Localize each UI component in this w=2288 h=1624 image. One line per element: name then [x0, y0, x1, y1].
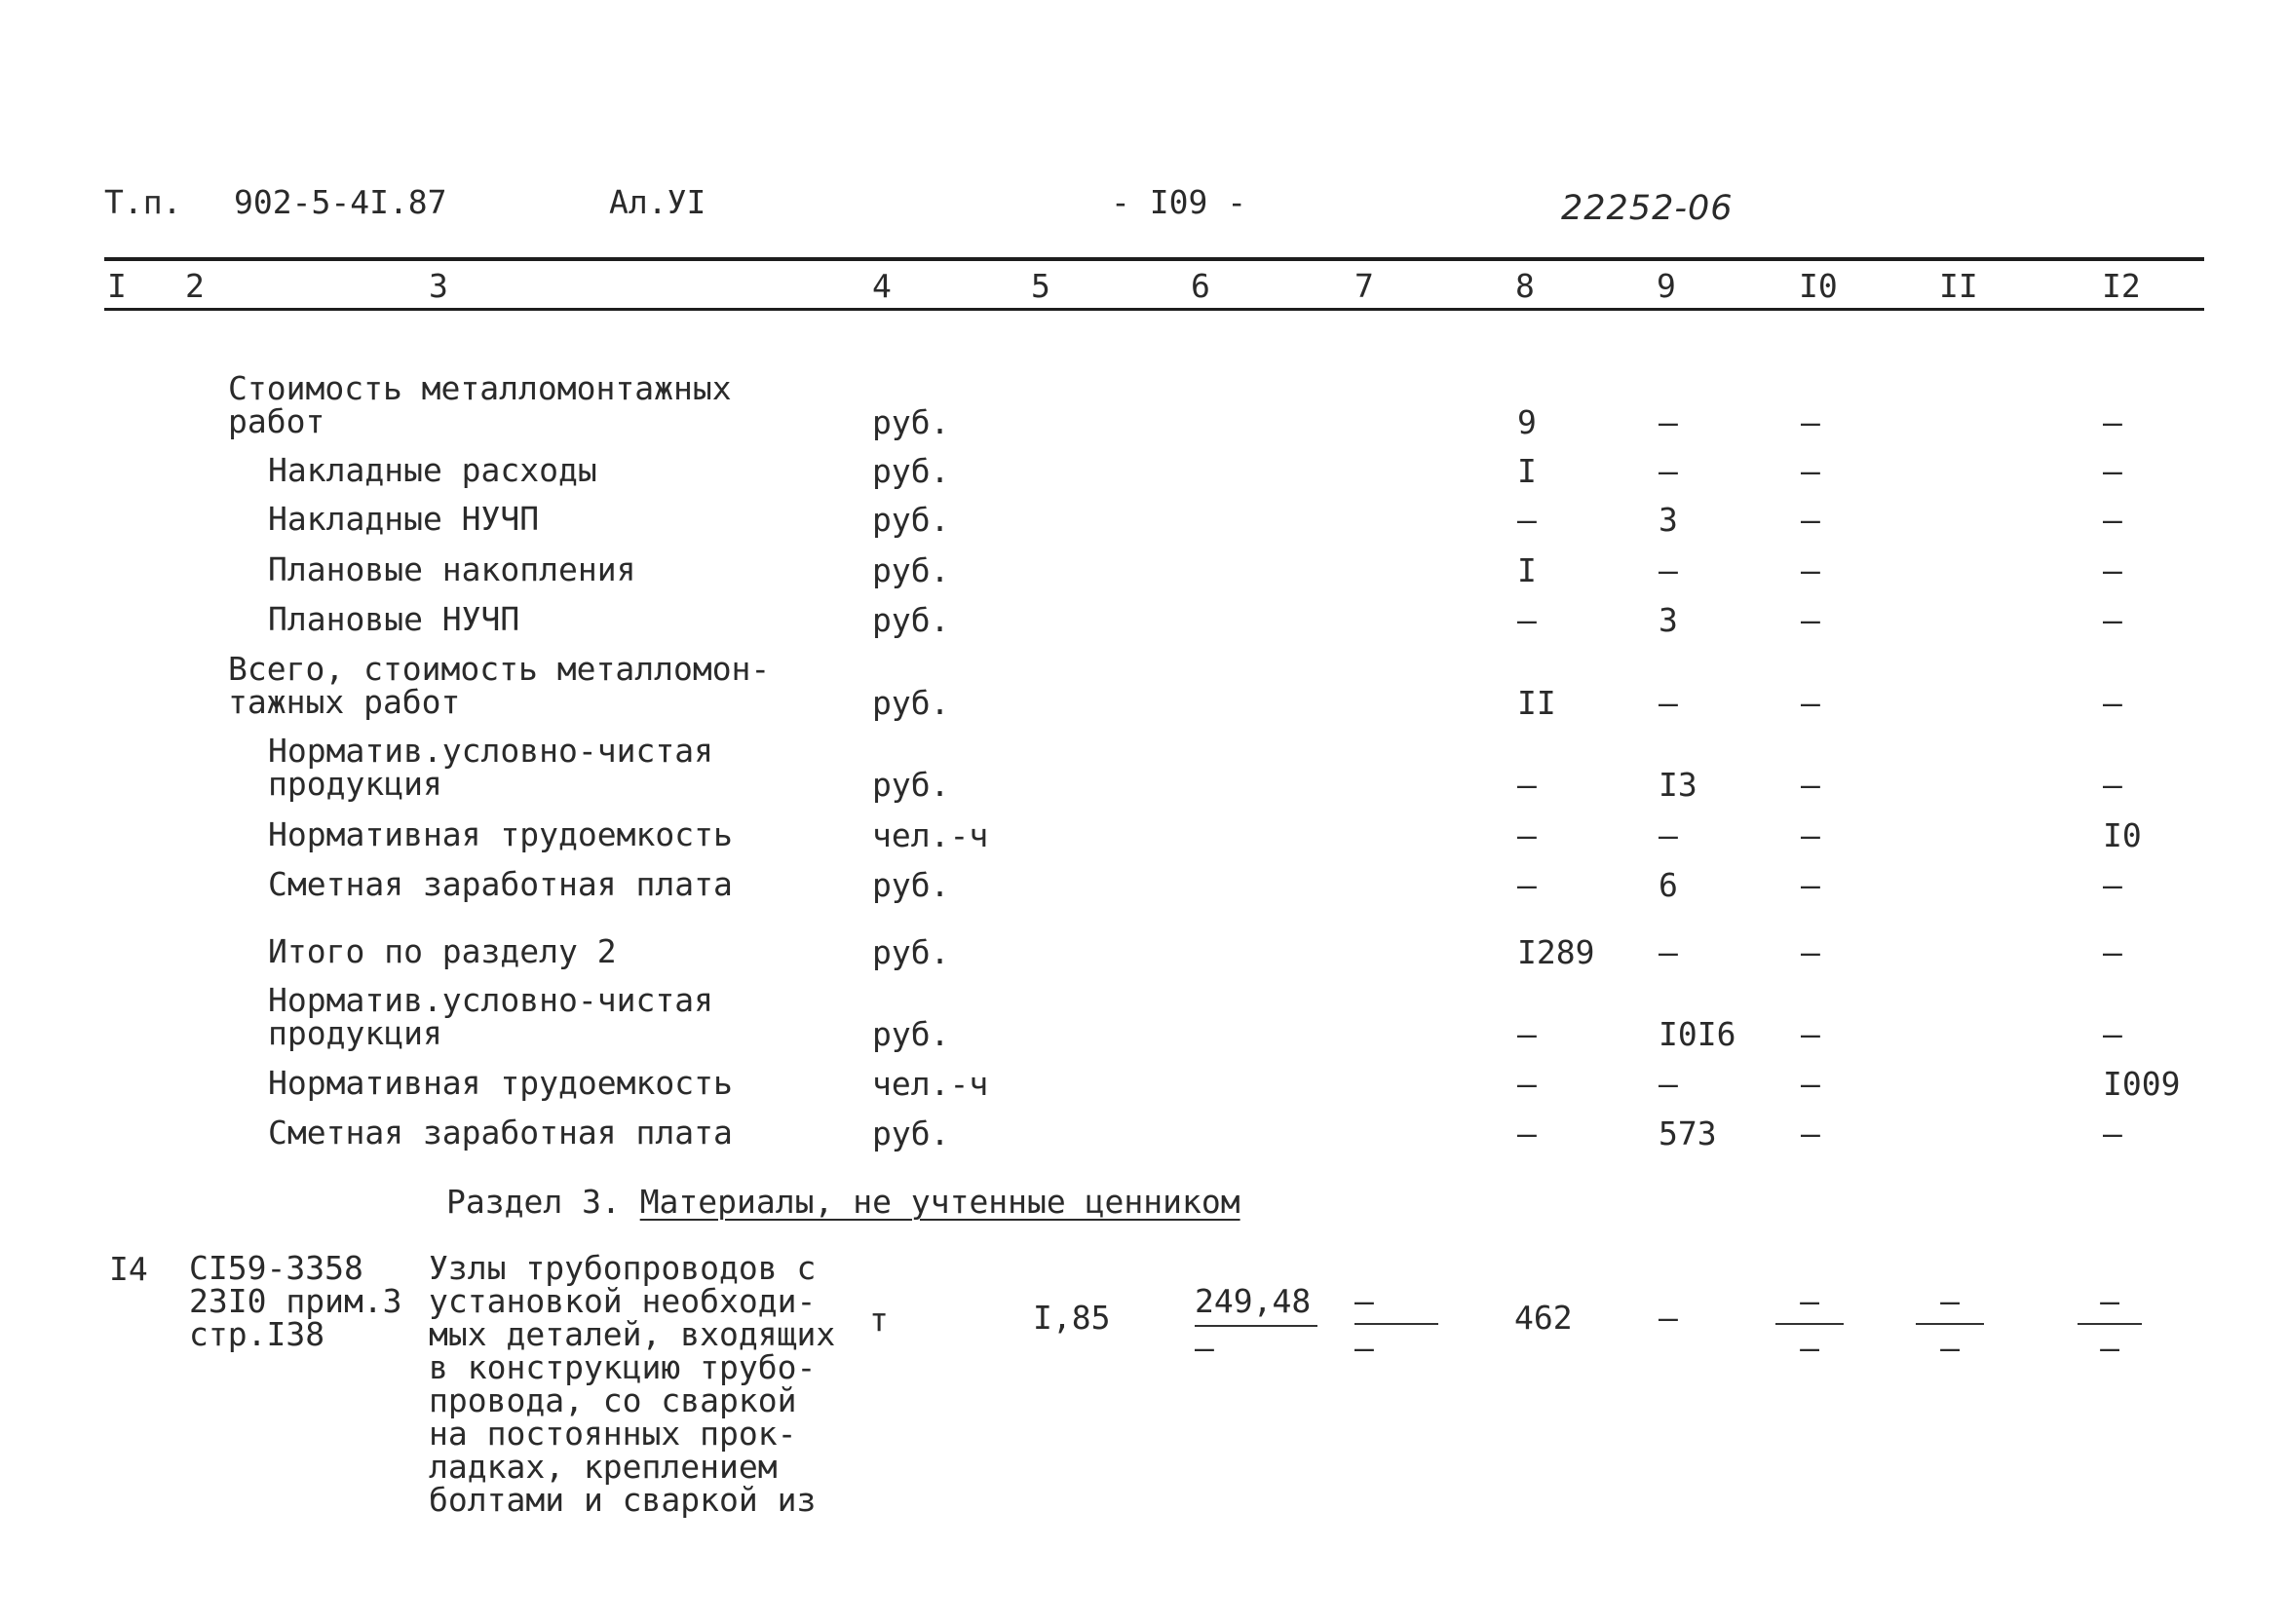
doc-prefix: Т.п.: [104, 183, 182, 221]
column-header-7: 7: [1354, 267, 1374, 305]
item14-col11-fraction: [1916, 1284, 1984, 1372]
column-header-1: I: [107, 267, 127, 305]
item14-col7-top: –: [1354, 1282, 1374, 1320]
summary-row-col12: I009: [2103, 1065, 2181, 1103]
fraction-bar: [1354, 1323, 1438, 1325]
summary-row-col9: 3: [1659, 501, 1678, 539]
summary-row-col12: –: [2103, 766, 2122, 804]
summary-row-unit: руб.: [872, 933, 950, 971]
summary-row-col8: –: [1517, 866, 1537, 904]
item14-col11-top: –: [1940, 1282, 1960, 1320]
summary-row-col12: –: [2103, 1114, 2122, 1152]
column-header-2: 2: [185, 267, 205, 305]
summary-row-col12: –: [2103, 684, 2122, 722]
section3-title: Материалы, не учтенные ценником: [639, 1183, 1240, 1221]
item14-code: CI59-3358 23I0 прим.3 стр.I38: [189, 1249, 402, 1353]
summary-row-col12: –: [2103, 501, 2122, 539]
summary-row-col10: –: [1801, 452, 1820, 490]
page-number: - I09 -: [1111, 183, 1247, 221]
summary-row-label: Накладные НУЧП: [268, 500, 540, 538]
item14-description: Узлы трубопроводов с установкой необходи- мых деталей, входящих в конструкцию трубо- провода, со сваркой на постоянных прок- ладках, креплением болтами и сваркой из: [429, 1249, 836, 1519]
summary-row-col9: –: [1659, 684, 1678, 722]
summary-row-col10: –: [1801, 684, 1820, 722]
summary-row-label: Нормативная трудоемкость: [268, 1064, 733, 1102]
item14-col10-top: –: [1800, 1282, 1819, 1320]
item14-col11-bottom: –: [1940, 1329, 1960, 1367]
item14-col7-bottom: –: [1354, 1329, 1374, 1367]
summary-row-col9: –: [1659, 452, 1678, 490]
column-header-9: 9: [1657, 267, 1676, 305]
item14-number: I4: [109, 1250, 148, 1288]
summary-row-unit: руб.: [872, 1114, 950, 1152]
album-label: Ал.УI: [609, 183, 706, 221]
item14-col12-top: –: [2100, 1282, 2119, 1320]
summary-row-unit: руб.: [872, 866, 950, 904]
summary-row-col9: –: [1659, 816, 1678, 854]
item14-col6-top: 249,48: [1195, 1282, 1312, 1320]
column-header-4: 4: [872, 267, 892, 305]
item14-unit: т: [869, 1301, 889, 1339]
summary-row-col8: –: [1517, 601, 1537, 639]
summary-row-col9: –: [1659, 933, 1678, 971]
item14-col9: –: [1659, 1299, 1678, 1337]
summary-row-col10: –: [1801, 1015, 1820, 1053]
summary-row-col10: –: [1801, 403, 1820, 441]
column-header-11: II: [1939, 267, 1978, 305]
summary-row-col8: –: [1517, 501, 1537, 539]
summary-row-col10: –: [1801, 766, 1820, 804]
summary-row-col9: 3: [1659, 601, 1678, 639]
item14-col6-fraction: [1195, 1284, 1317, 1372]
summary-row-label: Стоимость металломонтажных работ: [228, 369, 732, 440]
summary-row-col9: 573: [1659, 1114, 1717, 1152]
summary-row-col8: –: [1517, 766, 1537, 804]
summary-row-col12: –: [2103, 403, 2122, 441]
item14-col6-bottom: –: [1195, 1329, 1214, 1367]
summary-row-col8: II: [1517, 684, 1556, 722]
summary-row-unit: руб.: [872, 551, 950, 589]
summary-row-unit: руб.: [872, 1015, 950, 1053]
summary-row-col10: –: [1801, 1114, 1820, 1152]
item14-col7-fraction: [1354, 1284, 1438, 1372]
summary-row-unit: руб.: [872, 601, 950, 639]
summary-row-col8: –: [1517, 1114, 1537, 1152]
summary-row-col8: I289: [1517, 933, 1595, 971]
summary-row-unit: руб.: [872, 452, 950, 490]
column-header-3: 3: [429, 267, 448, 305]
summary-row-unit: руб.: [872, 766, 950, 804]
section3-heading: [446, 1185, 1240, 1220]
summary-row-col9: I0I6: [1659, 1015, 1736, 1053]
summary-row-label: Накладные расходы: [268, 451, 597, 489]
column-header-12: I2: [2102, 267, 2141, 305]
section3-prefix: Раздел 3.: [446, 1183, 621, 1221]
fraction-bar: [1775, 1323, 1844, 1325]
item14-col8: 462: [1514, 1299, 1573, 1337]
handwritten-stamp: 22252-06: [1561, 189, 1734, 228]
summary-row-col10: –: [1801, 501, 1820, 539]
summary-row-label: Плановые накопления: [268, 550, 636, 588]
summary-row-col12: –: [2103, 866, 2122, 904]
summary-row-col12: –: [2103, 601, 2122, 639]
summary-row-col8: I: [1517, 452, 1537, 490]
column-header-10: I0: [1799, 267, 1838, 305]
summary-row-col12: –: [2103, 551, 2122, 589]
header-rule-top: [104, 257, 2204, 261]
summary-row-col9: –: [1659, 551, 1678, 589]
item14-col5: I,85: [1033, 1299, 1111, 1337]
summary-row-label: Норматив.условно-чистая продукция: [268, 981, 713, 1052]
summary-row-col8: I: [1517, 551, 1537, 589]
summary-row-unit: руб.: [872, 684, 950, 722]
column-header-8: 8: [1515, 267, 1535, 305]
summary-row-unit: чел.-ч: [872, 1065, 989, 1103]
summary-row-col10: –: [1801, 933, 1820, 971]
summary-row-unit: чел.-ч: [872, 816, 989, 854]
fraction-bar: [2078, 1323, 2142, 1325]
summary-row-col9: –: [1659, 403, 1678, 441]
summary-row-label: Сметная заработная плата: [268, 865, 733, 903]
summary-row-unit: руб.: [872, 501, 950, 539]
summary-row-col8: –: [1517, 1065, 1537, 1103]
column-header-6: 6: [1191, 267, 1210, 305]
summary-row-col12: –: [2103, 452, 2122, 490]
summary-row-label: Итого по разделу 2: [268, 932, 617, 970]
summary-row-unit: руб.: [872, 403, 950, 441]
summary-row-col9: I3: [1659, 766, 1697, 804]
item14-col12-bottom: –: [2100, 1329, 2119, 1367]
summary-row-col8: –: [1517, 816, 1537, 854]
summary-row-label: Сметная заработная плата: [268, 1114, 733, 1152]
item14-col10-fraction: [1775, 1284, 1844, 1372]
summary-row-label: Нормативная трудоемкость: [268, 815, 733, 853]
fraction-bar: [1916, 1323, 1984, 1325]
summary-row-col12: –: [2103, 1015, 2122, 1053]
item14-col10-bottom: –: [1800, 1329, 1819, 1367]
summary-row-col10: –: [1801, 816, 1820, 854]
header-rule-bottom: [104, 308, 2204, 311]
summary-row-col10: –: [1801, 866, 1820, 904]
summary-row-col9: –: [1659, 1065, 1678, 1103]
summary-row-label: Всего, стоимость металломон- тажных работ: [228, 650, 771, 721]
summary-row-col10: –: [1801, 551, 1820, 589]
summary-row-label: Норматив.условно-чистая продукция: [268, 732, 713, 803]
column-header-5: 5: [1031, 267, 1050, 305]
summary-row-col10: –: [1801, 1065, 1820, 1103]
doc-number: 902-5-4I.87: [234, 183, 447, 221]
item14-col12-fraction: [2078, 1284, 2142, 1372]
summary-row-col9: 6: [1659, 866, 1678, 904]
summary-row-col8: –: [1517, 1015, 1537, 1053]
summary-row-col10: –: [1801, 601, 1820, 639]
summary-row-col12: I0: [2103, 816, 2142, 854]
summary-row-label: Плановые НУЧП: [268, 600, 520, 638]
fraction-bar: [1195, 1325, 1317, 1327]
summary-row-col12: –: [2103, 933, 2122, 971]
summary-row-col8: 9: [1517, 403, 1537, 441]
